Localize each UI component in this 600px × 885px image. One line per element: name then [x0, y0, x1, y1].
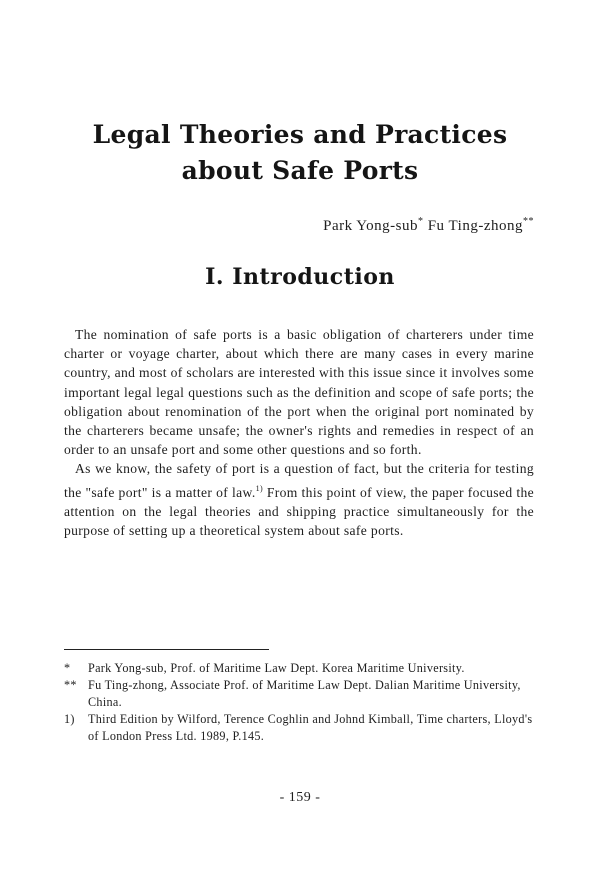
paragraph-text: As we know, the safety of port is a question of fact, but the criteria for testing the "safe port" is a matter of law. — [64, 461, 534, 500]
body-text — [64, 325, 534, 540]
footnote-divider — [64, 649, 269, 650]
section-heading: I. Introduction — [205, 264, 395, 290]
footnote-reference: 1) — [255, 483, 263, 493]
footnote — [64, 677, 538, 711]
author-name: Fu Ting-zhong — [427, 218, 523, 234]
paragraph-text: From this point of view, the paper focused the attention on the legal theories and shipping practice simultaneously for the purpose of setting up a theoretical system about safe ports. — [64, 484, 534, 539]
footnote-marker: ** — [64, 678, 77, 692]
author-footnote-marker: * — [417, 216, 424, 227]
paragraph — [64, 459, 534, 540]
footnote-text: Park Yong-sub, Prof. of Maritime Law Dept. Korea Maritime University. — [88, 661, 465, 675]
footnote — [64, 660, 538, 677]
footnote-marker: 1) — [64, 712, 75, 726]
paragraph: The nomination of safe ports is a basic obligation of charterers under time charter or voyage charter, about which there are many cases in every marine country, and most of scholars are interested with this issue since it involves some important legal legal questions such as the definition and scope of safe ports; the obligation about renomination of the port when the original port nominated by the charterers became unsafe; the owner's rights and remedies in respect of an order to an unsafe port and some other questions and so forth. — [64, 327, 534, 458]
footnote-text: Fu Ting-zhong, Associate Prof. of Maritime Law Dept. Dalian Maritime University, China. — [88, 678, 521, 709]
author-line — [323, 216, 534, 235]
footnotes — [64, 660, 538, 745]
footnote-marker: * — [64, 661, 71, 675]
author-name: Park Yong-sub — [323, 218, 418, 234]
footnote — [64, 711, 538, 745]
page-number: - 159 - — [279, 790, 321, 805]
paper-title-line-2: about Safe Ports — [181, 156, 419, 185]
footnote-text: Third Edition by Wilford, Terence Coghlin and Johnd Kimball, Time charters, Lloyd's of London Press Ltd. 1989, P.145. — [88, 712, 533, 743]
paper-title-line-1: Legal Theories and Practices — [92, 120, 508, 149]
author-footnote-marker: ** — [523, 216, 534, 227]
